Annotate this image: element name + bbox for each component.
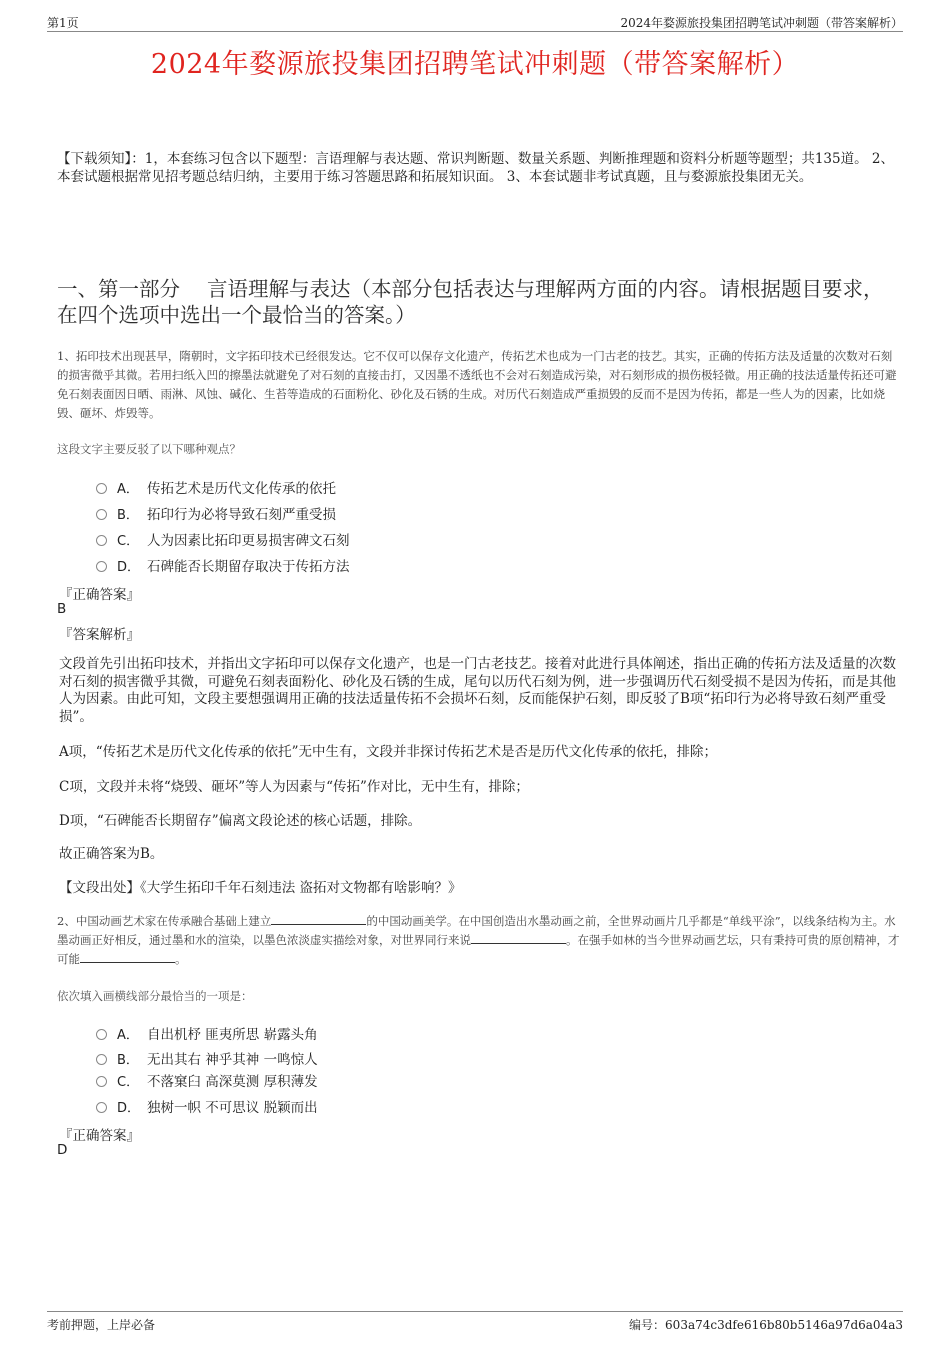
q1-analysis-c: C项，文段并未将“烧毁、砸坏”等人为因素与“传拓”作对比，无中生有，排除； (59, 779, 529, 795)
q1-option-c[interactable] (96, 529, 350, 549)
q1-option-d[interactable] (96, 555, 350, 575)
option-text: 无出其右 神乎其神 一鸣惊人 (147, 1052, 318, 1068)
q1-analysis-a: A项，“传拓艺术是历代文化传承的依托”无中生有，文段并非探讨传拓艺术是否是历代文化传承的依托，排除； (59, 744, 718, 760)
document-title: 2024年婺源旅投集团招聘笔试冲刺题（带答案解析） (150, 49, 800, 80)
q2-text-1: 2、中国动画艺术家在传承融合基础上建立 (57, 914, 272, 928)
blank-line-2 (471, 932, 566, 944)
q1-analysis-d: D项，“石碑能否长期留存”偏离文段论述的核心话题，排除。 (59, 813, 422, 829)
option-text: 拓印行为必将导致石刻严重受损 (147, 507, 336, 523)
q2-option-c[interactable] (96, 1070, 318, 1090)
blank-line-1 (271, 913, 366, 925)
q2-option-d[interactable] (96, 1096, 318, 1116)
footer-slogan: 考前押题，上岸必备 (47, 1318, 156, 1332)
option-text: 自出机杼 匪夷所思 崭露头角 (147, 1027, 318, 1043)
q2-passage (57, 912, 902, 969)
q2-answer: D (57, 1142, 68, 1158)
option-text: 人为因素比拓印更易损害碑文石刻 (147, 533, 350, 549)
q1-passage: 1、拓印技术出现甚早，隋朝时，文字拓印技术已经很发达。它不仅可以保存文化遗产，传拓艺术也成为一门古老的技艺。其实，正确的传拓方法及适量的次数对石刻的损害微乎其微。若用扫纸入凹的擦墨法就避免了对石刻的直接击打，又因墨不透纸也不会对石刻造成污染，对石刻形成的损伤极轻微。用正确的技法适量传拓还可避免石刻表面因日晒、雨淋、风蚀、碱化、生苔等造成的石面粉化、砂化及石锈的生成。对历代石刻造成严重损毁的反而不是因为传拓，都是一些人为的因素，比如烧毁、砸坏、炸毁等。 (57, 349, 897, 420)
q2-text-3: 。在强手如林的当今世界动画艺坛，只有秉持可贵的原创精神，才可能 (57, 933, 900, 966)
q1-option-b[interactable] (96, 503, 336, 523)
radio-icon[interactable] (96, 1102, 107, 1113)
option-text: 传拓艺术是历代文化传承的依托 (147, 481, 336, 497)
option-letter: C． (117, 533, 140, 549)
radio-icon[interactable] (96, 561, 107, 572)
option-text: 石碑能否长期留存取决于传拓方法 (147, 559, 350, 575)
footer-serial: 编号：603a74c3dfe616b80b5146a97d6a04a3 (629, 1318, 903, 1332)
option-letter: B． (117, 507, 139, 523)
option-letter: D． (117, 1100, 141, 1116)
option-letter: A． (117, 481, 139, 497)
radio-icon[interactable] (96, 1029, 107, 1040)
option-text: 不落窠臼 高深莫测 厚积薄发 (147, 1074, 318, 1090)
q2-option-b[interactable] (96, 1048, 318, 1068)
option-letter: C． (117, 1074, 140, 1090)
q1-answer-label: 『正确答案』 (59, 587, 140, 603)
option-letter: D． (117, 559, 141, 575)
radio-icon[interactable] (96, 509, 107, 520)
q1-answer: B (57, 601, 67, 617)
option-text: 独树一帜 不可思议 脱颖而出 (147, 1100, 318, 1116)
page-header (47, 14, 903, 32)
q2-answer-label: 『正确答案』 (59, 1128, 140, 1144)
page-number: 第1页 (47, 16, 79, 30)
radio-icon[interactable] (96, 535, 107, 546)
q2-text-4: 。 (175, 952, 187, 966)
option-letter: A． (117, 1027, 139, 1043)
q1-analysis-label: 『答案解析』 (59, 627, 140, 643)
blank-line-3 (80, 951, 175, 963)
option-letter: B． (117, 1052, 139, 1068)
q1-analysis-main: 文段首先引出拓印技术，并指出文字拓印可以保存文化遗产，也是一门古老技艺。接着对此进行具体阐述，指出正确的传拓方法及适量的次数对石刻的损害微乎其微，可避免石刻表面粉化、砂化及石锈的生成，尾句以历代石刻为例，进一步强调历代石刻受损不是因为传拓，而是其他人为因素。由此可知，文段主要想强调用正确的技法适量传拓不会损坏石刻，反而能保护石刻，即反驳了B项“拓印行为必将导致石刻严重受损”。 (59, 656, 896, 725)
q1-conclusion: 故正确答案为B。 (59, 846, 164, 862)
radio-icon[interactable] (96, 1076, 107, 1087)
q1-source: 【文段出处】《大学生拓印千年石刻违法 盗拓对文物都有啥影响？》 (59, 880, 462, 896)
page-footer (47, 1311, 903, 1332)
radio-icon[interactable] (96, 483, 107, 494)
download-notice: 【下载须知】：1，本套练习包含以下题型：言语理解与表达题、常识判断题、数量关系题、判断推理题和资料分析题等题型；共135道。 2、本套试题根据常见招考题总结归纳，主要用于练习答题思路和拓展知识面。 3、本套试题非考试真题，且与婺源旅投集团无关。 (57, 151, 894, 185)
q1-question: 这段文字主要反驳了以下哪种观点？ (57, 442, 241, 456)
radio-icon[interactable] (96, 1054, 107, 1065)
section-heading: 一、第一部分 言语理解与表达（本部分包括表达与理解两方面的内容。请根据题目要求，在四个选项中选出一个最恰当的答案。） (57, 277, 884, 327)
q2-question: 依次填入画横线部分最恰当的一项是： (57, 989, 253, 1003)
q1-option-a[interactable] (96, 477, 336, 497)
q2-option-a[interactable] (96, 1023, 318, 1043)
header-doc-title: 2024年婺源旅投集团招聘笔试冲刺题（带答案解析） (620, 16, 903, 30)
q2-text-2: 的中国动画美学。在中国创造出水墨动画之前，全世界动画片几乎都是“单线平涂”，以线条结构为主。水墨动画正好相反，通过墨和水的渲染，以墨色浓淡虚实描绘对象，对世界同行来说 (57, 914, 896, 947)
